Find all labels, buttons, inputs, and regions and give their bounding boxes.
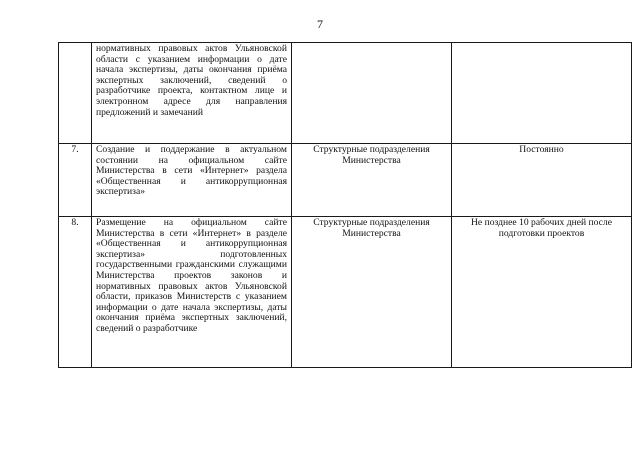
measures-table: [58, 42, 632, 368]
measure-text-cell: Создание и поддержание в актуальном состоянии на официальном сайте Министерства в сети «Интернет» раздела «Общественная и антикоррупционная экспертиза»: [92, 144, 292, 217]
row-number-cell: 8.: [59, 217, 92, 368]
term-text: Постоянно: [519, 144, 564, 155]
table-row: [59, 217, 632, 368]
table-row: [59, 43, 632, 144]
row-number-cell: 7.: [59, 144, 92, 217]
executor-cell: Структурные подразделения Министерства: [292, 144, 452, 217]
measure-text-cell: Размещение на официальном сайте Министерства в сети «Интернет» в разделе «Общественная и антикоррупционная экспертиза» подготовленных государственными гражданскими служащими Министерства проектов законов и нормативных правовых актов Ульяновской области, приказов Министерств с указанием информации о дате начала экспертизы, даты окончания приёма экспертных заключений, сведений о разработчике: [92, 217, 292, 368]
term-text: Не позднее 10 рабочих дней после подготовки проектов: [471, 217, 612, 239]
table-row: [59, 144, 632, 217]
term-cell: [452, 144, 632, 217]
term-cell: [452, 43, 632, 144]
row-number-cell: [59, 43, 92, 144]
term-cell: [452, 217, 632, 368]
executor-cell: [292, 43, 452, 144]
page-number: 7: [317, 17, 323, 31]
executor-cell: Структурные подразделения Министерства: [292, 217, 452, 368]
measure-text-cell: нормативных правовых актов Ульяновской области с указанием информации о дате начала экспертизы, даты окончания приёма экспертных заключений, сведений о разработчике проекта, контактном лице и электронном адресе для направления предложений и замечаний: [92, 43, 292, 144]
